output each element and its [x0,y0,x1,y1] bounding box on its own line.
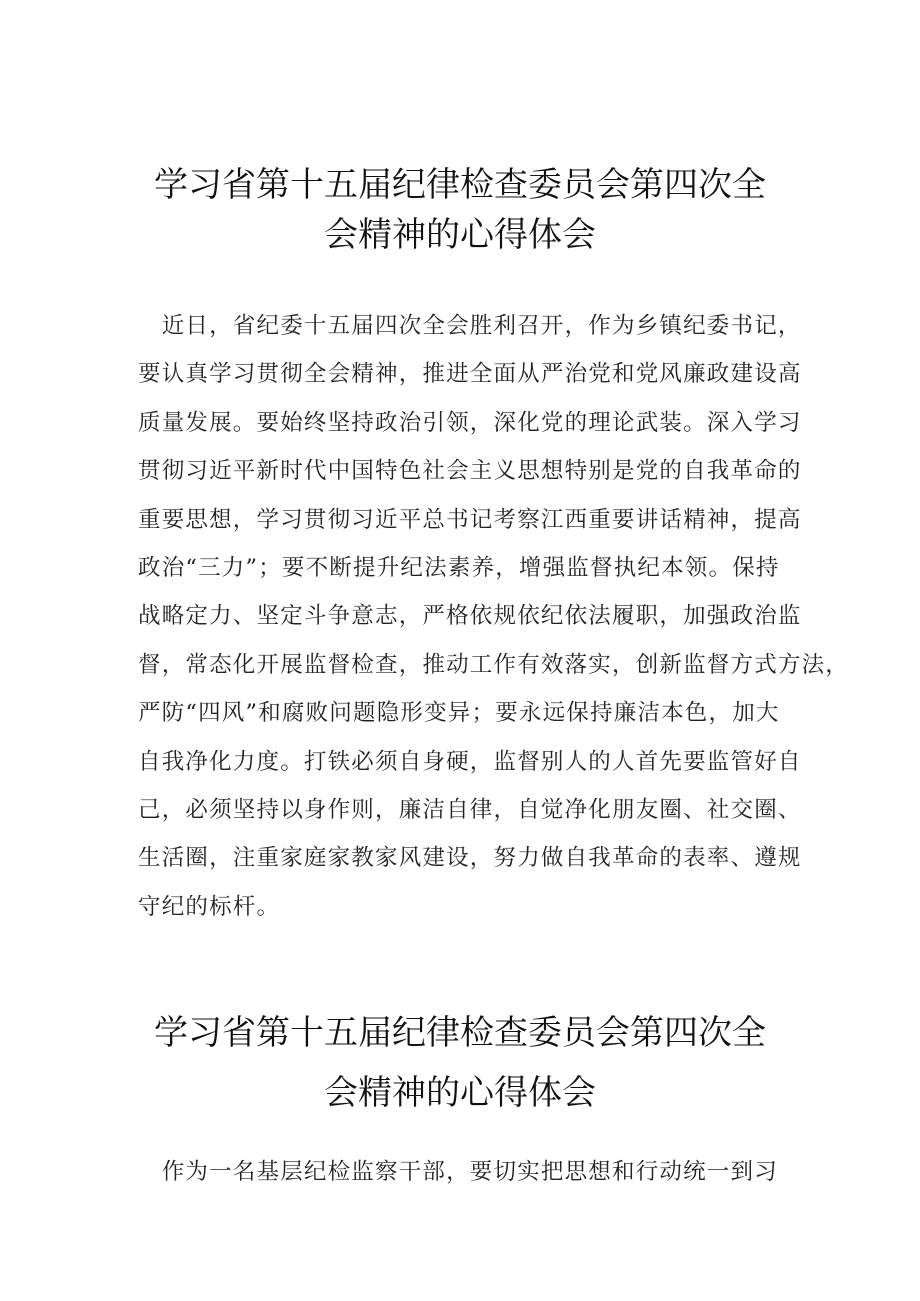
body-line: 战略定力、坚定斗争意志，严格依规依纪依法履职，加强政治监 [138,603,802,630]
body-line: 自我净化力度。打铁必须自身硬，监督别人的人首先要监管好自 [138,748,802,775]
body-line: 己，必须坚持以身作则，廉洁自律，自觉净化朋友圈、社交圈、 [138,796,802,823]
body-line: 要认真学习贯彻全会精神，推进全面从严治党和党风廉政建设高 [138,361,802,388]
body-line: 作为一名基层纪检监察干部，要切实把思想和行动统一到习 [138,1159,778,1185]
body-line: 生活圈，注重家庭家教家风建设，努力做自我革命的表率、遵规 [138,845,802,872]
body-line: 政治“三力”；要不断提升纪法素养，增强监督执纪本领。保持 [138,554,780,581]
body-line: 贯彻习近平新时代中国特色社会主义思想特别是党的自我革命的 [138,458,802,485]
body-line: 近日，省纪委十五届四次全会胜利召开，作为乡镇纪委书记， [138,313,802,339]
body-line: 重要思想，学习贯彻习近平总书记考察江西重要讲话精神，提高 [138,506,802,533]
body-line: 质量发展。要始终坚持政治引领，深化党的理论武装。深入学习 [138,409,802,436]
article-body-1 [138,302,850,931]
title-line: 会精神的心得体会 [324,1073,596,1113]
body-line: 严防“四风”和腐败问题隐形变异；要永远保持廉洁本色，加大 [138,700,780,727]
title-line: 学习省第十五届纪律检查委员会第四次全 [154,165,766,205]
article-title-2 [130,1003,790,1123]
article-body-2 [138,1148,793,1196]
body-line: 督，常态化开展监督检查，推动工作有效落实，创新监督方式方法， [138,651,850,678]
title-line: 会精神的心得体会 [324,215,596,255]
body-line: 守纪的标杆。 [138,893,281,920]
article-title-1 [130,160,790,260]
title-line: 学习省第十五届纪律检查委员会第四次全 [154,1013,766,1053]
